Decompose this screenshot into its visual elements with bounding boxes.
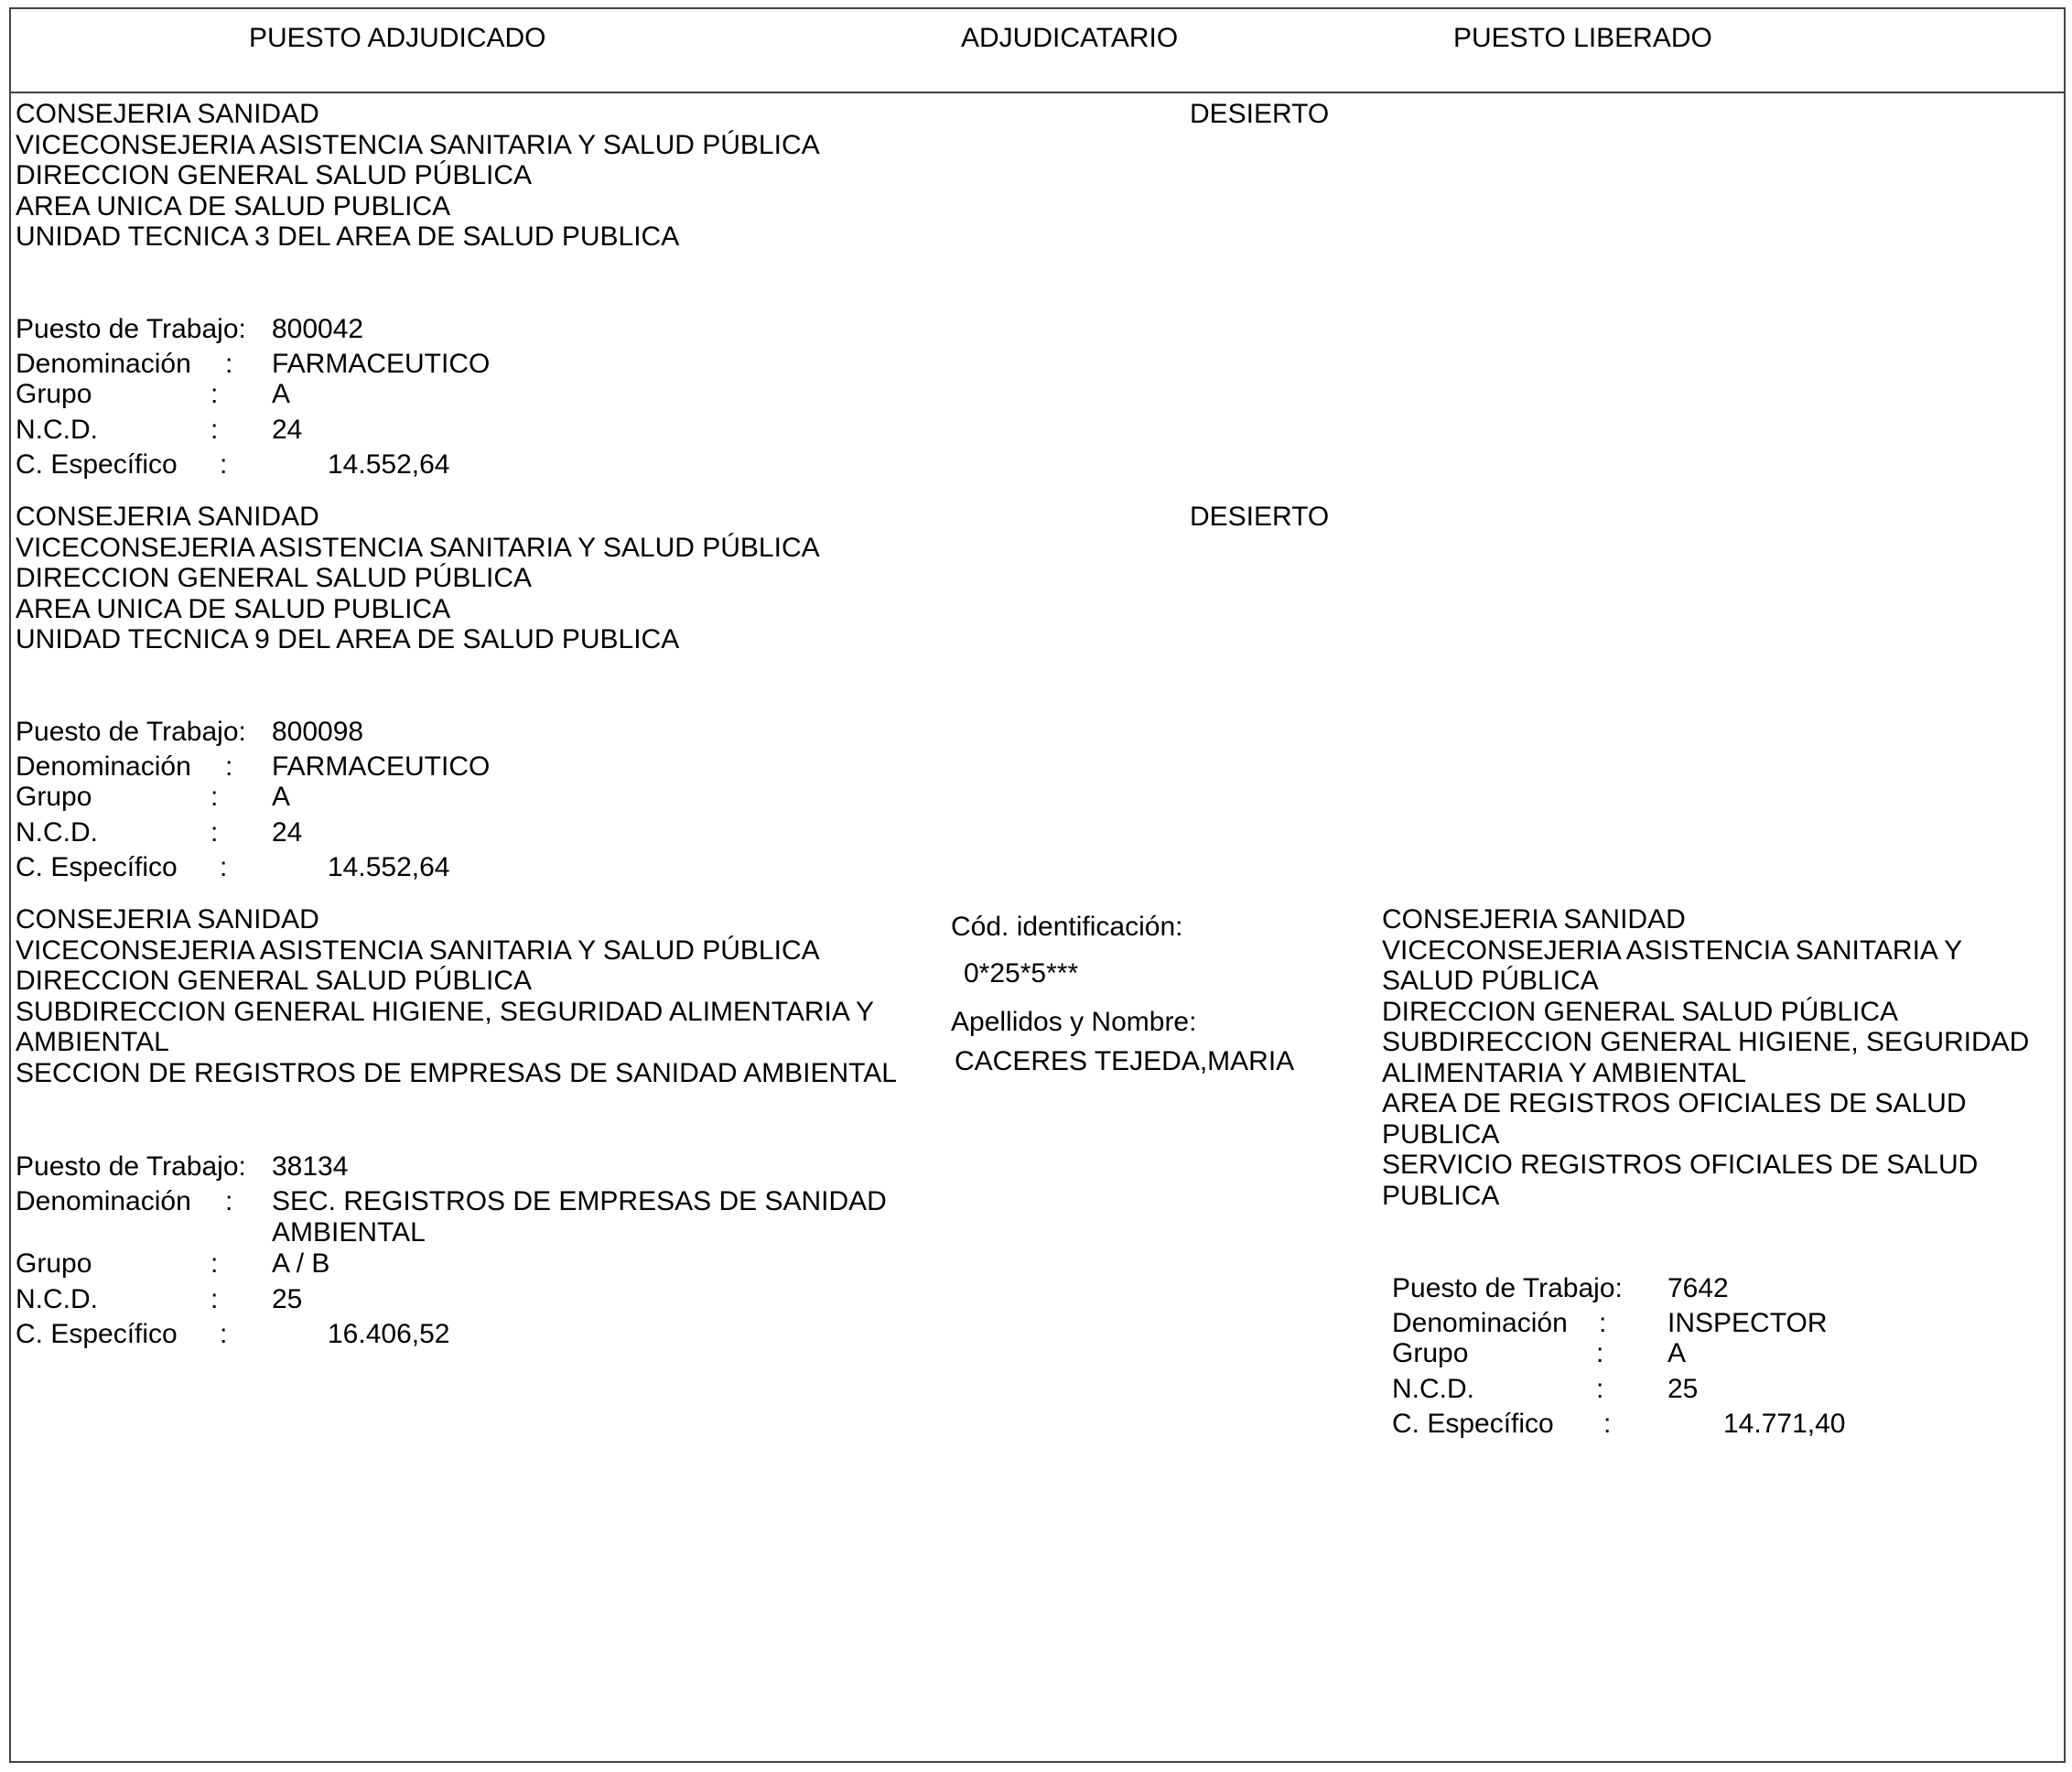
colon: : [210, 817, 219, 848]
label-puesto-trabajo: Puesto de Trabajo: [1392, 1273, 1623, 1303]
entry-1-especifico: 14.552,64 [328, 449, 450, 480]
colon: : [225, 349, 233, 379]
org-line: DIRECCION GENERAL SALUD PÚBLICA [16, 966, 533, 996]
label-cod-identificacion: Cód. identificación: [951, 912, 1183, 942]
colon: : [220, 1319, 228, 1349]
colon: : [210, 1284, 219, 1314]
label-denominacion: Denominación [16, 349, 191, 379]
liberado-denominacion: INSPECTOR [1667, 1308, 1828, 1338]
label-denominacion: Denominación [16, 1186, 191, 1216]
label-grupo: Grupo [1392, 1338, 1469, 1368]
org-line: CONSEJERIA SANIDAD [16, 502, 319, 532]
header-adjudicatario: ADJUDICATARIO [961, 23, 1179, 53]
label-ncd: N.C.D. [16, 817, 98, 848]
label-especifico: C. Específico [1392, 1409, 1554, 1439]
entry-1-ncd: 24 [272, 415, 303, 445]
entry-3-ncd: 25 [272, 1284, 303, 1314]
org-line: AREA UNICA DE SALUD PUBLICA [16, 593, 451, 624]
entry-3-especifico: 16.406,52 [328, 1319, 450, 1349]
header-divider [9, 92, 2066, 93]
org-line: VICECONSEJERIA ASISTENCIA SANITARIA Y SALUD PÚBLICA [1382, 935, 1962, 996]
entry-1-adjudicatario: DESIERTO [1190, 99, 1330, 129]
entry-3-cod-identificacion: 0*25*5*** [964, 958, 1079, 989]
label-ncd: N.C.D. [16, 1284, 98, 1314]
label-ncd: N.C.D. [1392, 1374, 1474, 1404]
liberado-puesto: 7642 [1667, 1273, 1729, 1303]
label-especifico: C. Específico [16, 852, 178, 882]
label-denominacion: Denominación [16, 751, 191, 782]
label-grupo: Grupo [16, 1248, 92, 1279]
entry-2-adjudicatario: DESIERTO [1190, 502, 1330, 532]
label-especifico: C. Específico [16, 1319, 178, 1349]
label-puesto-trabajo: Puesto de Trabajo: [16, 1151, 246, 1182]
header-puesto-liberado: PUESTO LIBERADO [1453, 23, 1712, 53]
org-line: DIRECCION GENERAL SALUD PÚBLICA [1382, 996, 1899, 1027]
org-line: VICECONSEJERIA ASISTENCIA SANITARIA Y SALUD PÚBLICA [16, 129, 820, 160]
colon: : [1599, 1308, 1607, 1338]
entry-2-denominacion: FARMACEUTICO [272, 751, 491, 782]
entry-3-grupo: A / B [272, 1248, 330, 1279]
org-line: CONSEJERIA SANIDAD [1382, 904, 1686, 935]
liberado-ncd: 25 [1667, 1374, 1699, 1404]
entry-2-especifico: 14.552,64 [328, 852, 450, 882]
label-especifico: C. Específico [16, 449, 178, 480]
org-line: AREA DE REGISTROS OFICIALES DE SALUD PUBLICA [1382, 1088, 1967, 1150]
table-frame [9, 7, 2066, 1763]
colon: : [210, 415, 219, 445]
colon: : [210, 379, 219, 409]
entry-3-liberado-organization [1382, 904, 2055, 1211]
header-puesto-adjudicado: PUESTO ADJUDICADO [249, 23, 546, 53]
entry-1-grupo: A [272, 379, 291, 409]
entry-1-puesto: 800042 [272, 314, 364, 344]
colon: : [225, 1186, 233, 1216]
org-line: SECCION DE REGISTROS DE EMPRESAS DE SANIDAD AMBIENTAL [16, 1057, 897, 1088]
entry-3-denominacion: SEC. REGISTROS DE EMPRESAS DE SANIDAD AMBIENTAL [272, 1186, 887, 1248]
org-line: DIRECCION GENERAL SALUD PÚBLICA [16, 160, 533, 190]
org-line: AREA UNICA DE SALUD PUBLICA [16, 190, 451, 222]
org-line: VICECONSEJERIA ASISTENCIA SANITARIA Y SALUD PÚBLICA [16, 532, 820, 563]
label-puesto-trabajo: Puesto de Trabajo: [16, 314, 246, 344]
entry-2-puesto: 800098 [272, 717, 364, 747]
liberado-grupo: A [1667, 1338, 1687, 1368]
org-line: CONSEJERIA SANIDAD [16, 904, 319, 935]
org-line: SERVICIO REGISTROS OFICIALES DE SALUD PUBLICA [1382, 1150, 1979, 1211]
org-line: UNIDAD TECNICA 3 DEL AREA DE SALUD PUBLICA [16, 222, 680, 252]
colon: : [220, 852, 228, 882]
org-line: SUBDIRECCION GENERAL HIGIENE, SEGURIDAD ALIMENTARIA Y AMBIENTAL [1382, 1027, 2030, 1088]
entry-3-organization [16, 904, 897, 1088]
org-line: CONSEJERIA SANIDAD [16, 99, 319, 129]
colon: : [220, 449, 228, 480]
colon: : [225, 751, 233, 782]
org-line: UNIDAD TECNICA 9 DEL AREA DE SALUD PUBLICA [16, 624, 680, 654]
entry-1-organization [16, 99, 820, 253]
org-line: SUBDIRECCION GENERAL HIGIENE, SEGURIDAD ALIMENTARIA Y AMBIENTAL [16, 996, 874, 1057]
org-line: DIRECCION GENERAL SALUD PÚBLICA [16, 563, 533, 593]
colon: : [1603, 1409, 1612, 1439]
entry-3-puesto: 38134 [272, 1151, 349, 1182]
colon: : [210, 1248, 219, 1279]
label-denominacion: Denominación [1392, 1308, 1568, 1338]
colon: : [210, 782, 219, 812]
entry-2-ncd: 24 [272, 817, 303, 848]
label-puesto-trabajo: Puesto de Trabajo: [16, 717, 246, 747]
label-apellidos-nombre: Apellidos y Nombre: [951, 1007, 1197, 1037]
entry-2-grupo: A [272, 782, 291, 812]
label-grupo: Grupo [16, 782, 92, 812]
entry-3-nombre: CACERES TEJEDA,MARIA [955, 1046, 1295, 1076]
colon: : [1596, 1338, 1604, 1368]
label-ncd: N.C.D. [16, 415, 98, 445]
entry-2-organization [16, 502, 820, 655]
org-line: VICECONSEJERIA ASISTENCIA SANITARIA Y SALUD PÚBLICA [16, 935, 820, 966]
liberado-especifico: 14.771,40 [1723, 1409, 1846, 1439]
colon: : [1596, 1374, 1604, 1404]
label-grupo: Grupo [16, 379, 92, 409]
entry-1-denominacion: FARMACEUTICO [272, 349, 491, 379]
